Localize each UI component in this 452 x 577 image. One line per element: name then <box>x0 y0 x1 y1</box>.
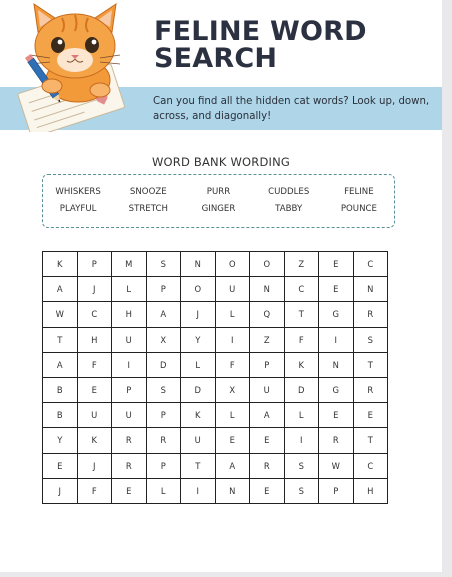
grid-row <box>43 478 388 503</box>
grid-cell[interactable]: A <box>146 302 181 327</box>
grid-cell[interactable]: P <box>250 352 285 377</box>
grid-cell[interactable]: P <box>77 252 112 277</box>
grid-cell[interactable]: R <box>353 377 388 402</box>
grid-cell[interactable]: K <box>181 403 216 428</box>
grid-cell[interactable]: D <box>181 377 216 402</box>
grid-cell[interactable]: H <box>353 478 388 503</box>
grid-cell[interactable]: T <box>43 327 78 352</box>
grid-cell[interactable]: I <box>284 428 319 453</box>
grid-cell[interactable]: F <box>215 352 250 377</box>
grid-cell[interactable]: A <box>43 352 78 377</box>
grid-cell[interactable]: R <box>112 428 147 453</box>
grid-cell[interactable]: B <box>43 377 78 402</box>
grid-cell[interactable]: D <box>284 377 319 402</box>
grid-cell[interactable]: E <box>319 277 354 302</box>
grid-cell[interactable]: N <box>319 352 354 377</box>
grid-cell[interactable]: K <box>43 252 78 277</box>
grid-cell[interactable]: E <box>250 478 285 503</box>
word-bank-list <box>43 185 394 216</box>
word-item: PURR <box>206 187 231 197</box>
grid-cell[interactable]: O <box>181 277 216 302</box>
grid-cell[interactable]: G <box>319 377 354 402</box>
grid-row <box>43 377 388 402</box>
grid-cell[interactable]: F <box>77 478 112 503</box>
grid-cell[interactable]: R <box>146 428 181 453</box>
grid-cell[interactable]: C <box>353 252 388 277</box>
grid-cell[interactable]: U <box>181 428 216 453</box>
grid-cell[interactable]: D <box>146 352 181 377</box>
instructions-text: Can you find all the hidden cat words? Look up, down, across, and diagonally! <box>153 96 430 122</box>
grid-row <box>43 277 388 302</box>
grid-cell[interactable]: B <box>43 403 78 428</box>
grid-cell[interactable]: U <box>250 377 285 402</box>
page-title <box>154 18 367 72</box>
grid-cell[interactable]: X <box>215 377 250 402</box>
grid-cell[interactable]: S <box>146 252 181 277</box>
word-item: FELINE <box>344 187 374 197</box>
word-item: STRETCH <box>128 204 168 214</box>
grid-cell[interactable]: J <box>77 277 112 302</box>
word-item: POUNCE <box>340 204 377 214</box>
grid-cell[interactable]: U <box>77 403 112 428</box>
word-item: SNOOZE <box>129 187 167 197</box>
grid-cell[interactable]: P <box>146 453 181 478</box>
grid-row <box>43 327 388 352</box>
grid-cell[interactable]: R <box>319 428 354 453</box>
grid-cell[interactable]: E <box>319 403 354 428</box>
title-line-2: SEARCH <box>154 43 278 74</box>
grid-cell[interactable]: R <box>353 302 388 327</box>
grid-cell[interactable]: Q <box>250 302 285 327</box>
grid-cell[interactable]: R <box>250 453 285 478</box>
grid-row <box>43 302 388 327</box>
grid-cell[interactable]: U <box>112 403 147 428</box>
word-search-grid <box>42 251 388 504</box>
grid-cell[interactable]: A <box>250 403 285 428</box>
grid-cell[interactable]: S <box>353 327 388 352</box>
grid-cell[interactable]: R <box>112 453 147 478</box>
grid-cell[interactable]: E <box>112 478 147 503</box>
grid-cell[interactable]: J <box>43 478 78 503</box>
grid-cell[interactable]: Y <box>181 327 216 352</box>
grid-cell[interactable]: W <box>319 453 354 478</box>
grid-cell[interactable]: N <box>215 478 250 503</box>
grid-cell[interactable]: F <box>284 327 319 352</box>
grid-cell[interactable]: C <box>353 453 388 478</box>
grid-cell[interactable]: T <box>353 352 388 377</box>
grid-cell[interactable]: C <box>284 277 319 302</box>
word-item: GINGER <box>201 204 236 214</box>
grid-cell[interactable]: T <box>353 428 388 453</box>
grid-cell[interactable]: E <box>215 428 250 453</box>
grid-row <box>43 428 388 453</box>
grid-cell[interactable]: P <box>146 403 181 428</box>
grid-cell[interactable]: P <box>112 377 147 402</box>
grid-cell[interactable]: H <box>112 302 147 327</box>
grid-row <box>43 352 388 377</box>
grid-cell[interactable]: I <box>319 327 354 352</box>
grid-cell[interactable]: I <box>215 327 250 352</box>
grid-cell[interactable]: Y <box>43 428 78 453</box>
word-item: WHISKERS <box>55 187 101 197</box>
grid-cell[interactable]: O <box>250 252 285 277</box>
grid-cell[interactable]: E <box>250 428 285 453</box>
grid-cell[interactable]: L <box>112 277 147 302</box>
grid-cell[interactable]: K <box>77 428 112 453</box>
grid-cell[interactable]: E <box>77 377 112 402</box>
grid-row <box>43 252 388 277</box>
grid-cell[interactable]: T <box>284 302 319 327</box>
grid-cell[interactable]: U <box>215 277 250 302</box>
grid-cell[interactable]: N <box>181 252 216 277</box>
word-bank-heading: WORD BANK WORDING <box>151 155 291 169</box>
grid-cell[interactable]: T <box>181 453 216 478</box>
word-item: TABBY <box>275 204 303 214</box>
grid-cell[interactable]: S <box>284 453 319 478</box>
grid-cell[interactable]: J <box>77 453 112 478</box>
grid-cell[interactable]: N <box>250 277 285 302</box>
kitten-writing-illustration <box>0 0 150 132</box>
grid-cell[interactable]: F <box>77 352 112 377</box>
grid-cell[interactable]: S <box>146 377 181 402</box>
grid-cell[interactable]: P <box>319 478 354 503</box>
grid-cell[interactable]: U <box>112 327 147 352</box>
word-item: PLAYFUL <box>59 204 97 214</box>
grid-cell[interactable]: W <box>43 302 78 327</box>
word-item: CUDDLES <box>268 187 310 197</box>
grid-cell[interactable]: L <box>284 403 319 428</box>
grid-cell[interactable]: S <box>284 478 319 503</box>
grid-cell[interactable]: M <box>112 252 147 277</box>
header <box>0 0 442 132</box>
grid-cell[interactable]: K <box>284 352 319 377</box>
grid-cell[interactable]: C <box>77 302 112 327</box>
grid-cell[interactable]: A <box>215 453 250 478</box>
grid-cell[interactable]: E <box>43 453 78 478</box>
grid-cell[interactable]: A <box>43 277 78 302</box>
grid-cell[interactable]: I <box>181 478 216 503</box>
grid-cell[interactable]: L <box>181 352 216 377</box>
grid-cell[interactable]: G <box>319 302 354 327</box>
grid-cell[interactable]: N <box>353 277 388 302</box>
title-line-1: FELINE WORD <box>154 16 367 47</box>
grid-cell[interactable]: O <box>215 252 250 277</box>
grid-cell[interactable]: X <box>146 327 181 352</box>
grid-row <box>43 453 388 478</box>
grid-cell[interactable]: Z <box>250 327 285 352</box>
word-bank-box <box>42 174 395 228</box>
grid-cell[interactable]: L <box>215 302 250 327</box>
grid-cell[interactable]: H <box>77 327 112 352</box>
grid-cell[interactable]: E <box>319 252 354 277</box>
grid-cell[interactable]: P <box>146 277 181 302</box>
grid-cell[interactable]: E <box>353 403 388 428</box>
grid-row <box>43 403 388 428</box>
grid-cell[interactable]: J <box>181 302 216 327</box>
grid-cell[interactable]: L <box>146 478 181 503</box>
grid-cell[interactable]: I <box>112 352 147 377</box>
grid-cell[interactable]: L <box>215 403 250 428</box>
grid-cell[interactable]: Z <box>284 252 319 277</box>
